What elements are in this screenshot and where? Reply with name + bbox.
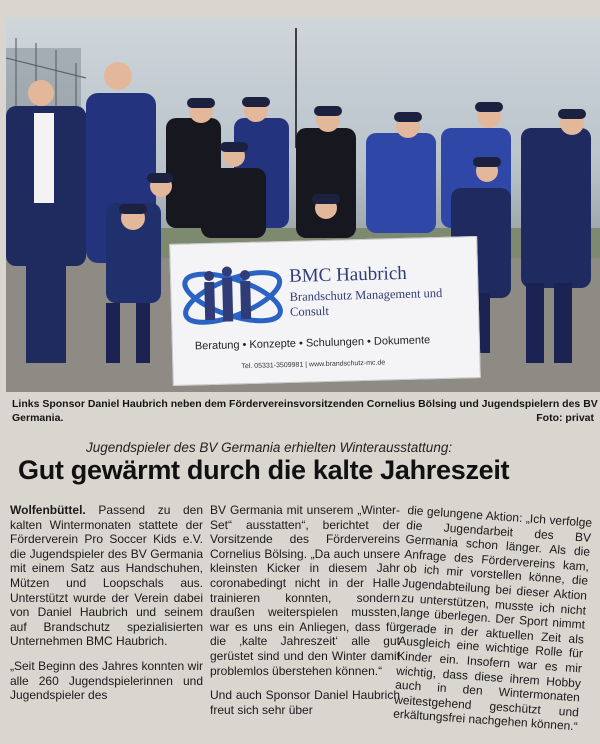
- article-column-2: [210, 503, 400, 727]
- article-column-3: [392, 503, 593, 744]
- paragraph: die gelungene Aktion: „Ich verfolge die Jugendarbeit des BV Germania schon länger. Als die Anfrage des Fördervereins kam, ob ich mir vorstellen könne, die Jugendabteilung bei dieser Aktion zu unterstützen, musste ich nicht lange überlegen. Der Sport nimmt gerade in der aktuellen Zeit als Ausgleich eine wichtige Rolle für Kinder ein. Insofern war es mir wichtig, dass diese ihrem Hobby auch in den Wintermonaten weitestgehend geschützt und erkältungsfrei nachgehen können.“: [392, 503, 593, 734]
- article-headline: Gut gewärmt durch die kalte Jahreszeit: [18, 455, 510, 485]
- banner-subtitle: Brandschutz Management und Consult: [289, 285, 443, 319]
- photo-credit: Foto: privat: [536, 412, 594, 424]
- banner-company-name: BMC Haubrich: [288, 262, 408, 287]
- sponsor-banner: [169, 236, 481, 386]
- dateline: Wolfenbüttel.: [10, 503, 86, 517]
- banner-contact: Tel. 05331-3509981 | www.brandschutz-mc.de: [241, 359, 386, 371]
- caption-text: Links Sponsor Daniel Haubrich neben dem Fördervereinsvorsitzenden Cornelius Bölsing und Jugendspielern des BV Germania.: [12, 398, 598, 424]
- article-column-1: [10, 503, 203, 713]
- banner-services: Beratung • Konzepte • Schulungen • Dokumente: [194, 334, 431, 353]
- paragraph: Passend zu den kalten Wintermonaten stattete der Förderverein Pro Soccer Kids e.V. die Jugendspieler des BV Germania mit einem Satz aus Handschuhen, Mützen und Loopschals aus. Unterstützt wurde der Verein dabei von Daniel Haubrich und seinem auf Brandschutz spezialisierten Unternehmen BMC Haubrich.: [10, 503, 203, 649]
- photo-caption: [12, 397, 598, 425]
- paragraph: Und auch Sponsor Daniel Haubrich freut sich sehr über: [210, 688, 400, 717]
- article-kicker: Jugendspieler des BV Germania erhielten Winterausstattung:: [86, 440, 453, 455]
- paragraph: „Seit Beginn des Jahres konnten wir alle 260 Jugendspielerinnen und Jugendspieler des: [10, 658, 203, 703]
- bmc-logo: [177, 254, 289, 347]
- team-photo: [6, 18, 600, 392]
- paragraph: BV Germania mit unserem „Winter-Set“ ausstatten“, berichtet der Vorsitzende des Fördervereins Cornelius Bölsing. „Da auch unsere kleinsten Kicker in diesem Jahr coronabedingt nicht in der Halle trainieren konnten, sondern draußen weiterspielen mussten, war es uns ein Anliegen, dass für die ‚kalte Jahreszeit‘ alle gut gerüstet sind und den Winter damit problemlos überstehen können.“: [210, 503, 400, 678]
